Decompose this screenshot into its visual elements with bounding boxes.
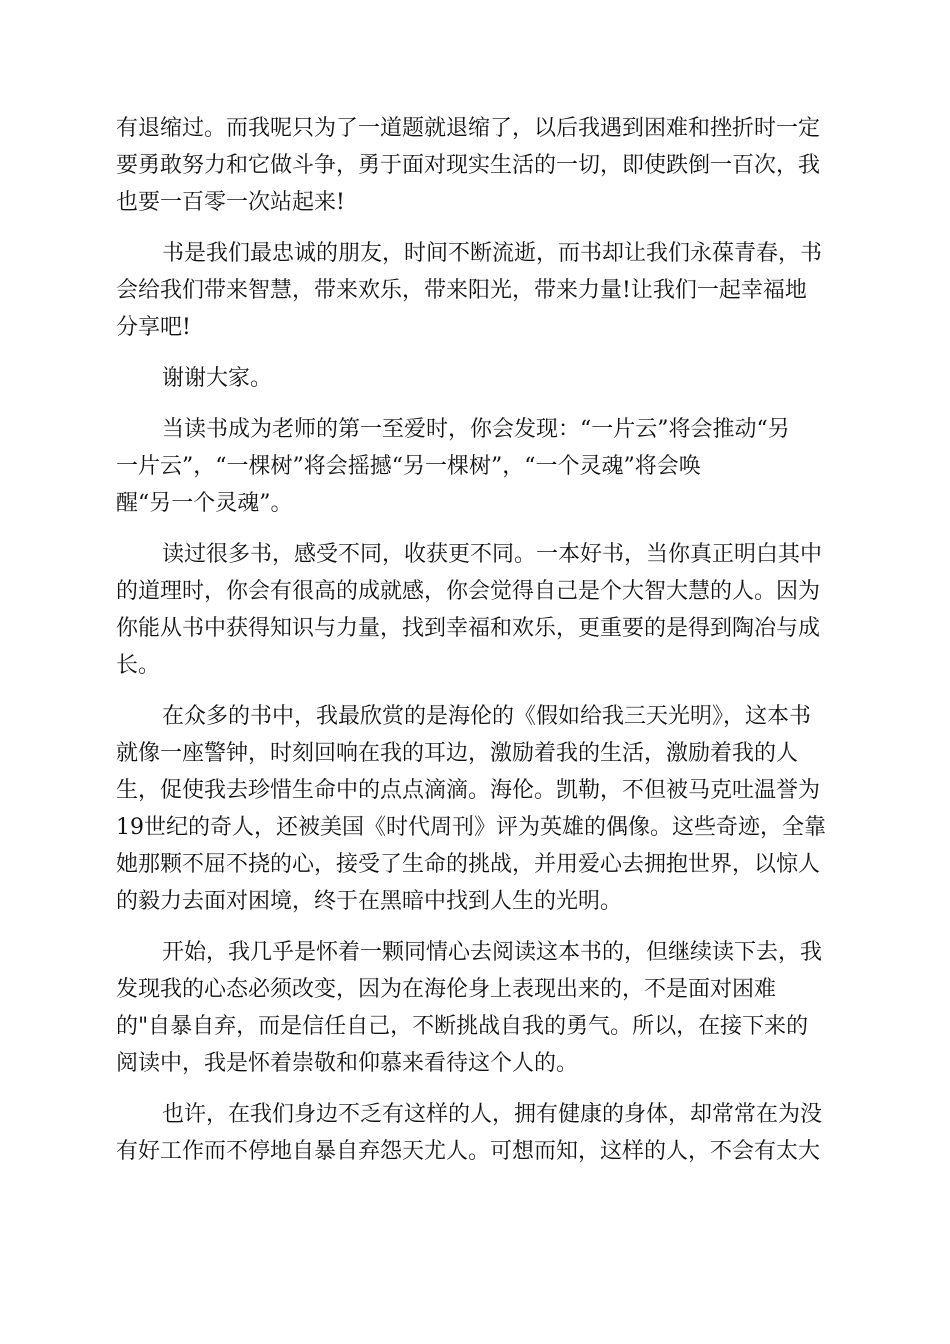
text-line: 在众多的书中，我最欣赏的是海伦的《假如给我三天光明》，这本书 — [162, 704, 812, 729]
text-line: 阅读中，我是怀着崇敬和仰慕来看待这个人的。 — [116, 1051, 579, 1076]
paragraph — [116, 411, 836, 522]
text-line: 谢谢大家。 — [162, 366, 273, 391]
text-line: 有退缩过。而我呢只为了一道题就退缩了，以后我遇到困难和挫折时一定 — [116, 116, 821, 141]
paragraph — [116, 934, 836, 1082]
text-line: 她那颗不屈不挠的心，接受了生命的挑战，并用爱心去拥抱世界，以惊人 — [116, 852, 821, 877]
text-line: 的"自暴自弃，而是信任自己，不断挑战自我的勇气。所以，在接下来的 — [116, 1014, 809, 1039]
text-line: 长。 — [116, 653, 161, 678]
text-line: 生，促使我去珍惜生命中的点点滴滴。海伦。凯勒，不但被马克吐温誉为 — [116, 778, 821, 803]
document-body — [116, 110, 836, 1184]
text-line: 一片云”，“一棵树”将会摇撼“另一棵树”，“一个灵魂”将会唤 — [116, 454, 701, 479]
text-line: 也许，在我们身边不乏有这样的人，拥有健康的身体，却常常在为没 — [162, 1102, 823, 1127]
text-line: 会给我们带来智慧，带来欢乐，带来阳光，带来力量!让我们一起幸福地 — [116, 278, 807, 303]
text-line: 开始，我几乎是怀着一颗同情心去阅读这本书的，但继续读下去，我 — [162, 940, 823, 965]
text-line: 有好工作而不停地自暴自弃怨天尤人。可想而知，这样的人，不会有太大 — [116, 1139, 821, 1164]
paragraph — [116, 698, 836, 920]
text-line: 19世纪的奇人，还被美国《时代周刊》评为英雄的偶像。这些奇迹，全靠 — [116, 815, 826, 840]
paragraph — [116, 110, 836, 221]
text-line: 你能从书中获得知识与力量，找到幸福和欢乐，更重要的是得到陶冶与成 — [116, 616, 821, 641]
paragraph — [116, 536, 836, 684]
paragraph — [116, 235, 836, 346]
paragraph — [116, 1096, 836, 1170]
paragraph — [116, 360, 836, 397]
text-line: 的道理时，你会有很高的成就感，你会觉得自己是个大智大慧的人。因为 — [116, 579, 821, 604]
text-line: 醒“另一个灵魂”。 — [116, 491, 293, 516]
text-line: 读过很多书，感受不同，收获更不同。一本好书，当你真正明白其中 — [162, 542, 823, 567]
text-line: 就像一座警钟，时刻回响在我的耳边，激励着我的生活，激励着我的人 — [116, 741, 799, 766]
text-line: 要勇敢努力和它做斗争，勇于面对现实生活的一切，即使跌倒一百次，我 — [116, 153, 821, 178]
text-line: 书是我们最忠诚的朋友，时间不断流逝，而书却让我们永葆青春，书 — [162, 241, 823, 266]
text-line: 发现我的心态必须改变，因为在海伦身上表现出来的，不是面对困难 — [116, 977, 777, 1002]
text-line: 的毅力去面对困境，终于在黑暗中找到人生的光明。 — [116, 889, 623, 914]
text-line: 当读书成为老师的第一至爱时，你会发现：“一片云”将会推动“另 — [162, 417, 790, 442]
text-line: 也要一百零一次站起来! — [116, 190, 345, 215]
text-line: 分享吧! — [116, 315, 191, 340]
